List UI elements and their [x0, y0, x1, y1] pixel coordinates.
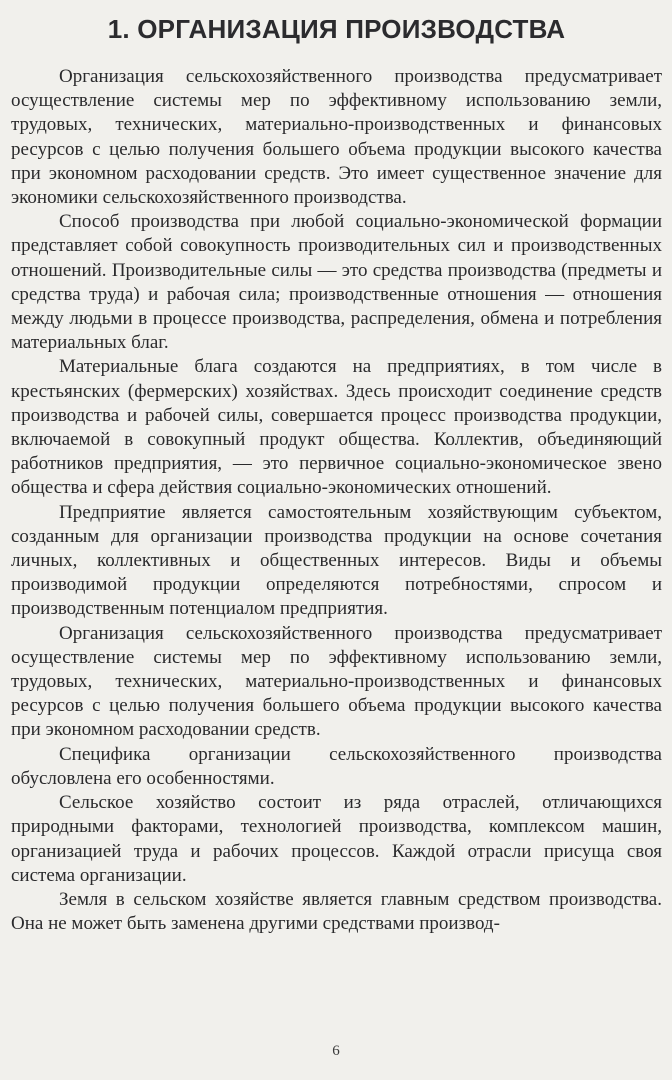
paragraph-4: Предприятие является самостоятельным хозяйствующим субъектом, созданным для организации производства продукции на основе сочетания личных, коллективных и общественных интересов. Виды и объемы производимой продукции определяются потребностями, спросом и производственным потенциалом предприятия.: [11, 501, 662, 620]
paragraph-7: Сельское хозяйство состоит из ряда отраслей, отличающихся природными факторами, технологией производства, комплексом машин, организацией труда и рабочих процессов. Каждой отрасли присуща своя система организации.: [11, 792, 662, 886]
paragraph-1: Организация сельскохозяйственного производства предусматривает осуществление системы мер по эффективному использованию земли, трудовых, технических, материально-производственных и финансовых ресурсов с целью получения большего объема продукции высокого качества при экономном расходовании средств. Это имеет существенное значение для экономики сельскохозяйственного производства.: [11, 66, 662, 209]
chapter-title: 1. ОРГАНИЗАЦИЯ ПРОИЗВОДСТВА: [107, 14, 566, 44]
paragraph-6: Специфика организации сельскохозяйственного производства обусловлена его особенностями.: [11, 743, 662, 789]
page-number: 6: [332, 1043, 340, 1059]
paragraph-8: Земля в сельском хозяйстве является главным средством производства. Она не может быть заменена другими средствами производ-: [11, 888, 662, 935]
paragraph-5: Организация сельскохозяйственного производства предусматривает осуществление системы мер по эффективному использованию земли, трудовых, технических, материально-производственных и финансовых ресурсов с целью получения большего объема продукции высокого качества при экономном расходовании средств.: [11, 622, 662, 741]
paragraph-3: Материальные блага создаются на предприятиях, в том числе в крестьянских (фермерских) хозяйствах. Здесь происходит соединение средств производства и рабочей силы, совершается процесс производства продукции, включаемой в совокупный продукт общества. Коллектив, объединяющий работников предприятия, — это первичное социально-экономическое звено общества и сфера действия социально-экономических отношений.: [11, 356, 662, 499]
paragraph-2: Способ производства при любой социально-экономической формации представляет собой совокупность производительных сил и производственных отношений. Производительные силы — это средства производства (предметы и средства труда) и рабочая сила; производственные отношения — отношения между людьми в процессе производства, распределения, обмена и потребления материальных благ.: [11, 211, 662, 354]
